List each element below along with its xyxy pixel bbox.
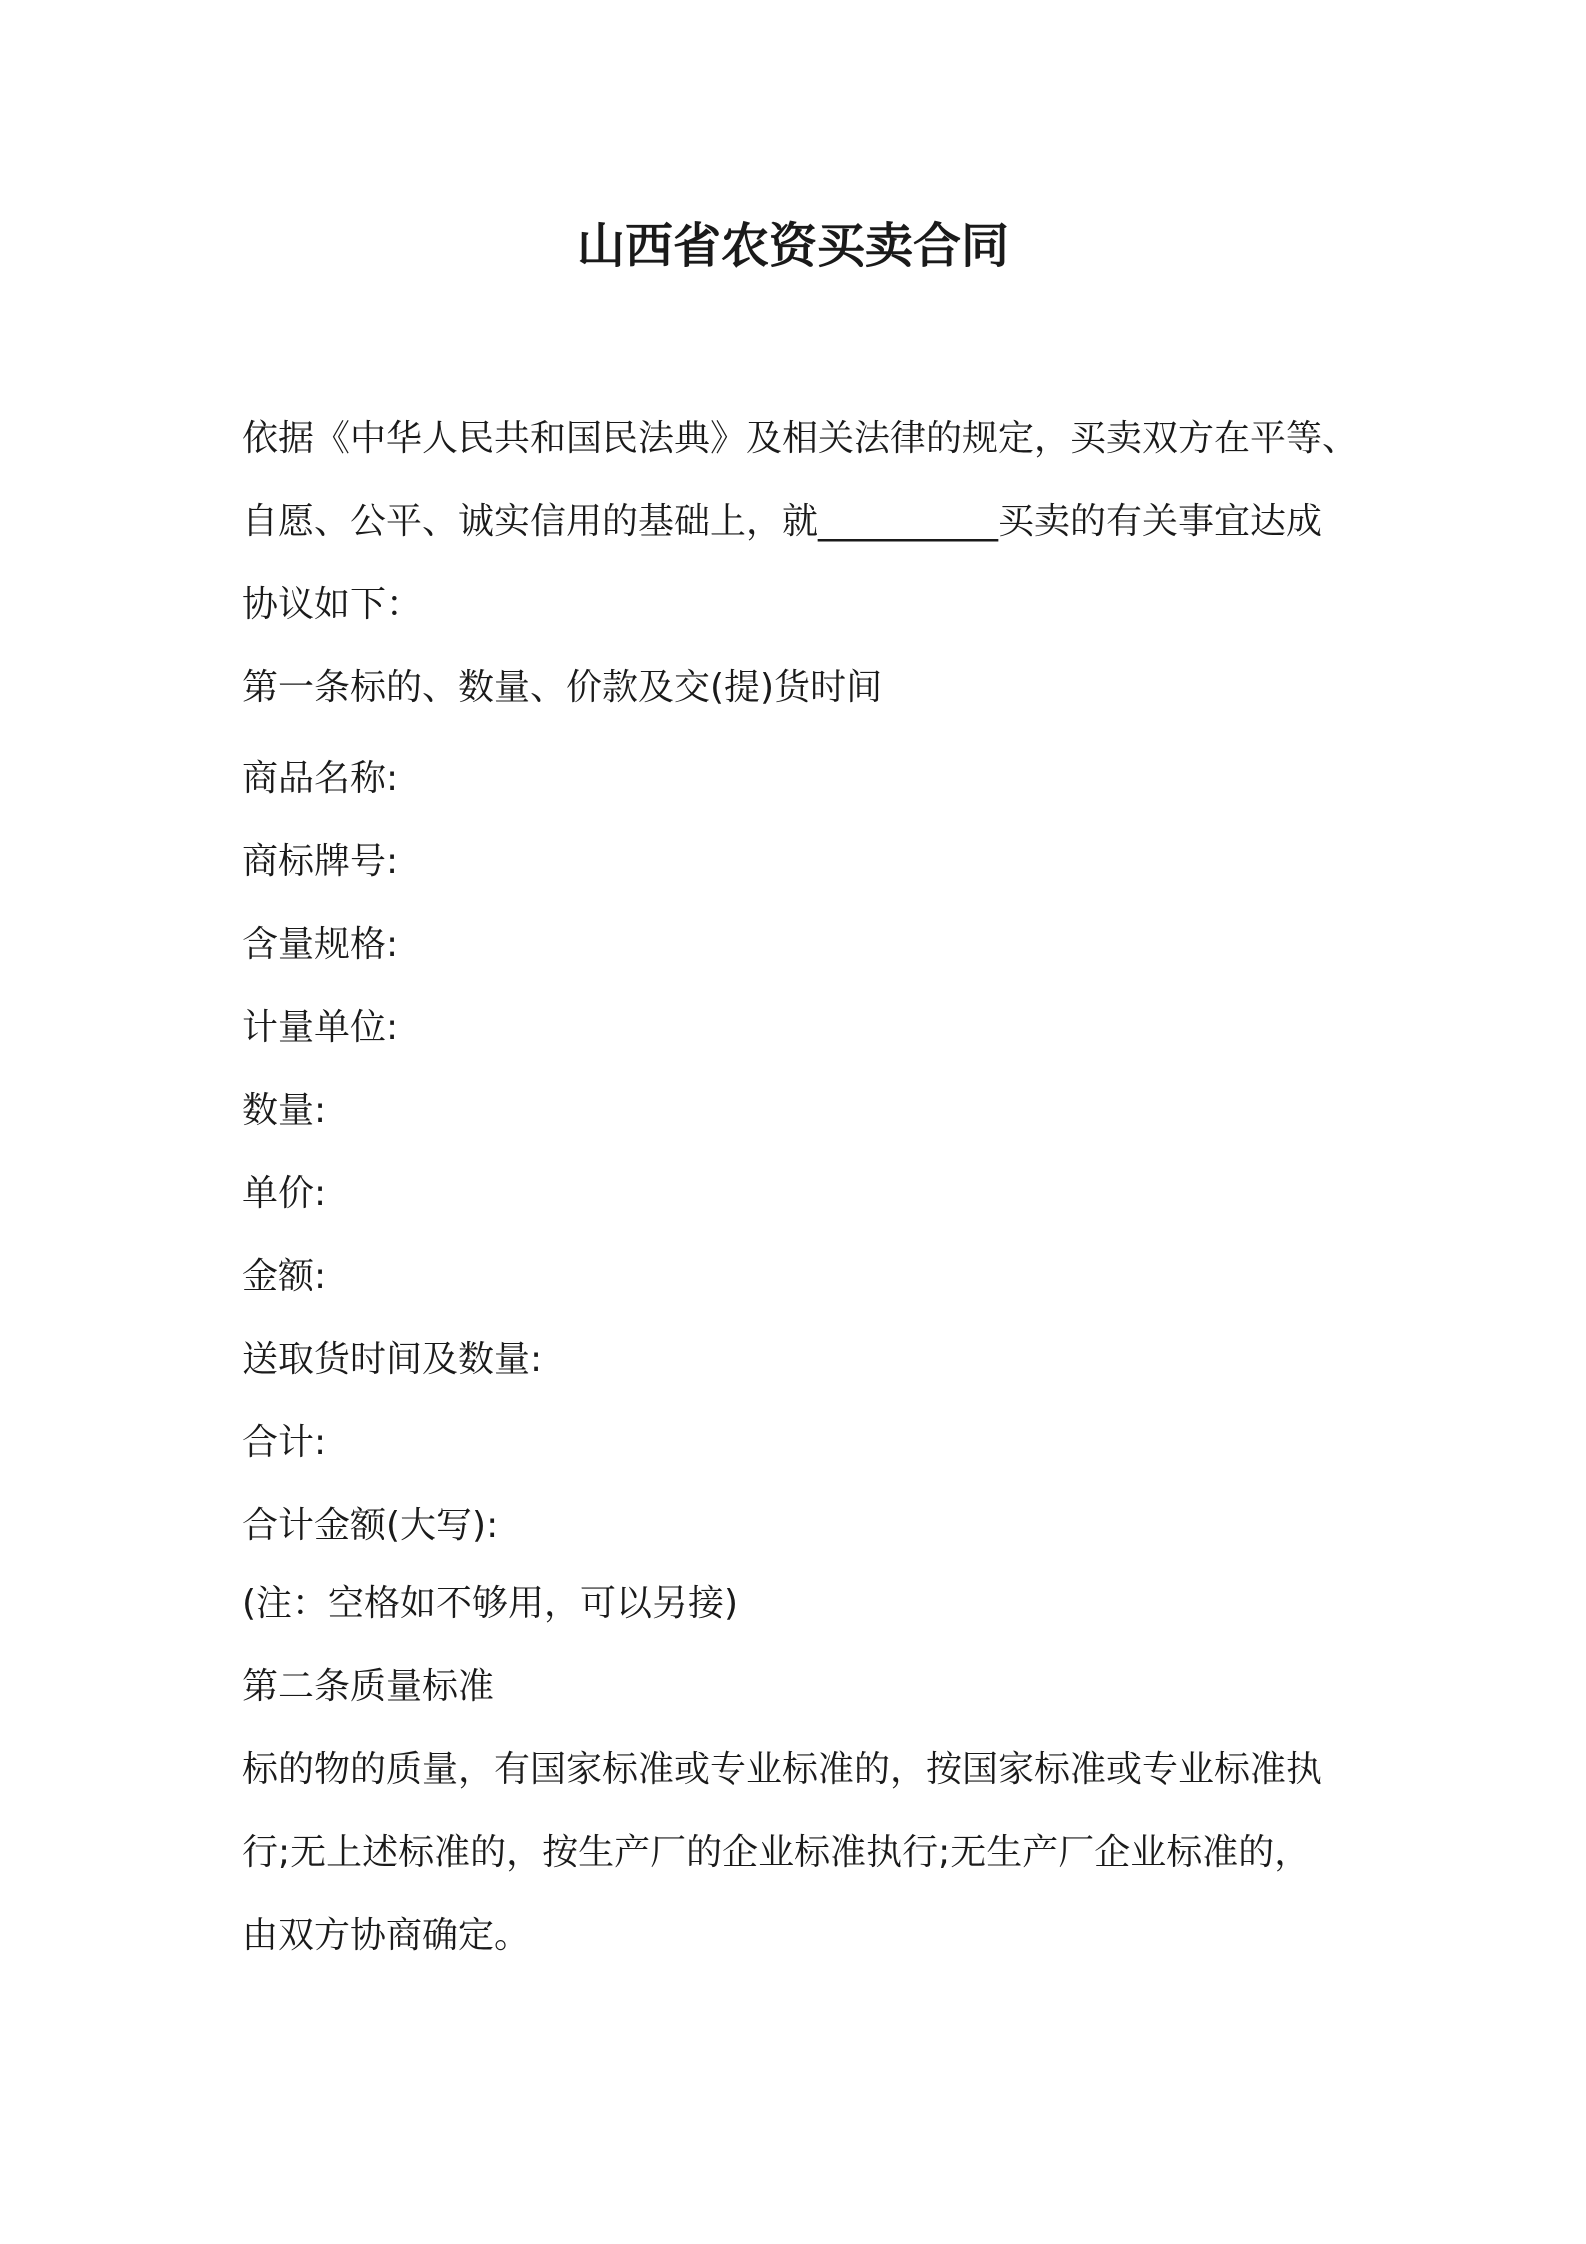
field-unit-price: 单价: <box>242 1173 327 1214</box>
document-title: 山西省农资买卖合同 <box>576 218 1009 274</box>
field-quantity: 数量: <box>242 1090 327 1131</box>
field-unit: 计量单位: <box>242 1007 399 1048</box>
preamble-line-1: 依据《中华人民共和国民法典》及相关法律的规定，买卖双方在平等、 <box>242 418 1359 459</box>
article-2-heading: 第二条质量标准 <box>242 1666 495 1707</box>
preamble-line-3: 协议如下： <box>242 584 423 625</box>
article-2-line-1: 标的物的质量，有国家标准或专业标准的，按国家标准或专业标准执 <box>242 1749 1323 1790</box>
field-total-amount-words: 合计金额(大写): <box>242 1505 499 1546</box>
field-spec: 含量规格: <box>242 924 399 965</box>
field-trademark: 商标牌号: <box>242 841 399 882</box>
field-amount: 金额: <box>242 1256 327 1297</box>
field-delivery-time: 送取货时间及数量: <box>242 1339 543 1380</box>
note-line: (注：空格如不够用，可以另接) <box>242 1583 739 1624</box>
article-2-line-3: 由双方协商确定。 <box>242 1915 531 1956</box>
article-2-line-2: 行;无上述标准的，按生产厂的企业标准执行;无生产厂企业标准的， <box>242 1832 1311 1873</box>
preamble-line-2: 自愿、公平、诚实信用的基础上，就__________买卖的有关事宜达成 <box>242 501 1323 542</box>
article-1-heading: 第一条标的、数量、价款及交(提)货时间 <box>242 667 883 708</box>
field-product-name: 商品名称: <box>242 758 399 799</box>
field-total: 合计: <box>242 1422 327 1463</box>
